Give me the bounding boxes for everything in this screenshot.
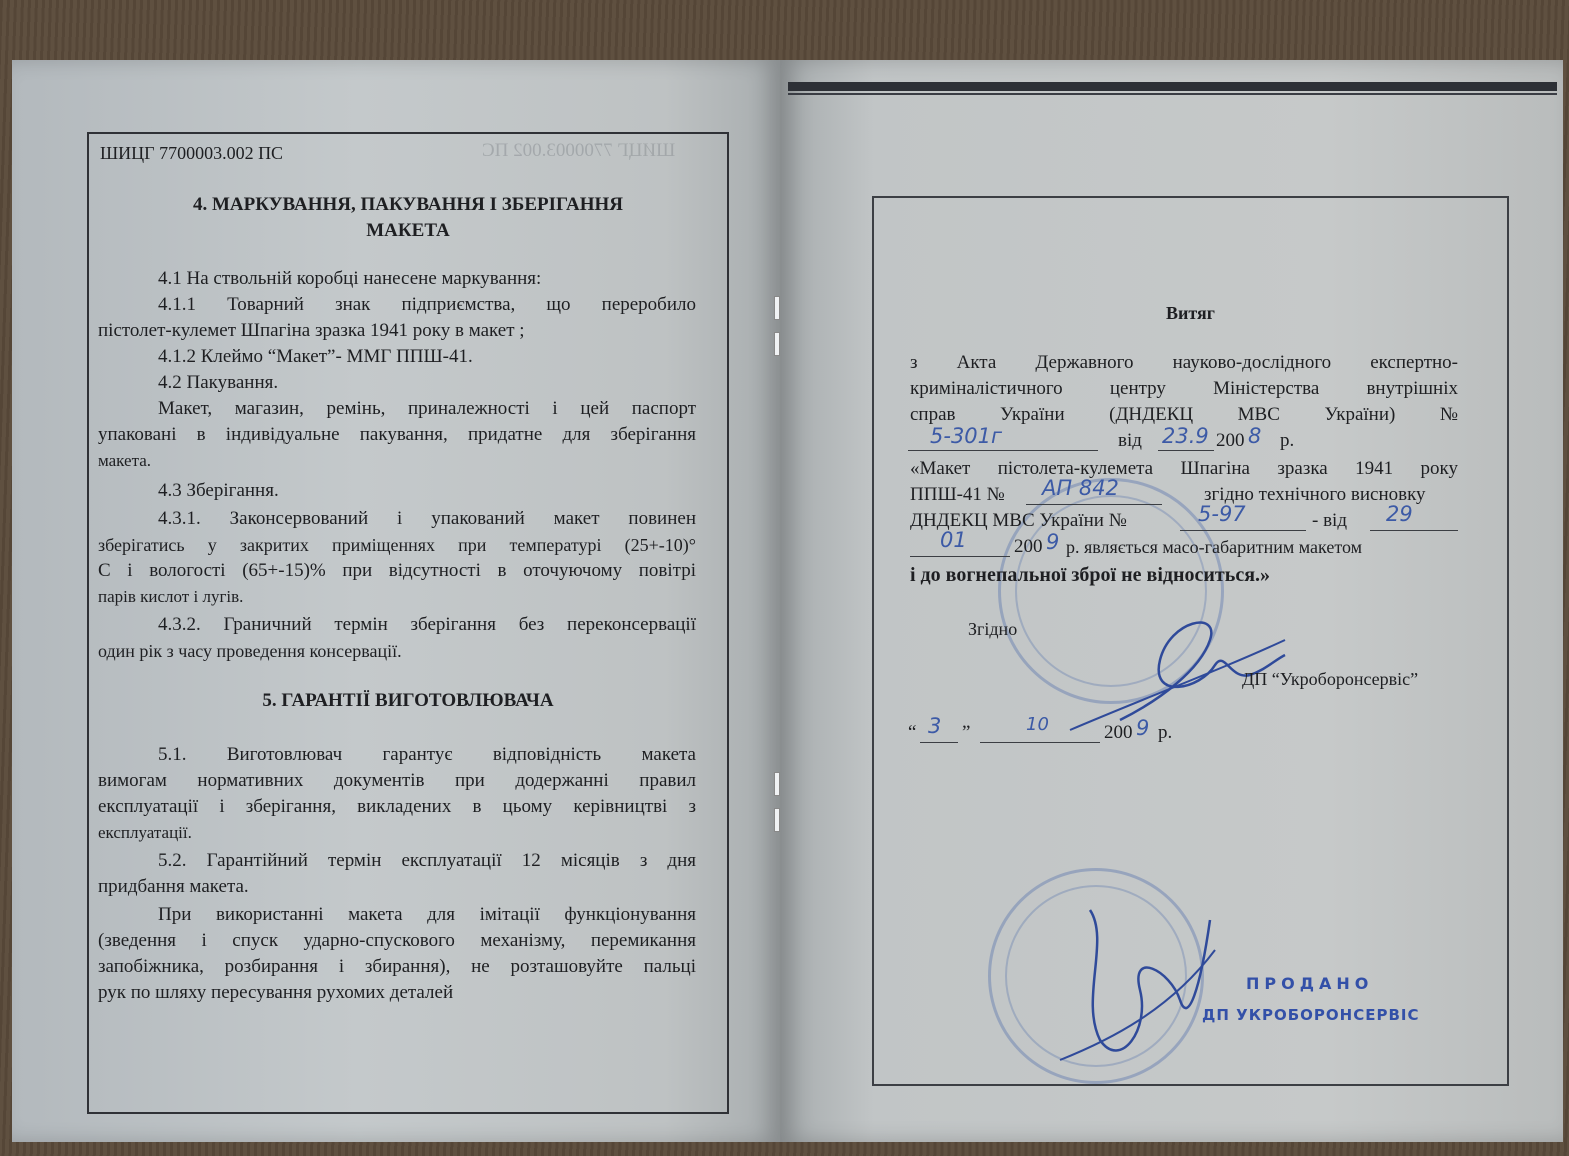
conclusion-number-value: 5-97	[1198, 502, 1246, 526]
act-year-digit: 8	[1248, 424, 1262, 448]
paragraph-4-3-1-line-4: парів кислот і лугів.	[98, 587, 244, 606]
conclusion-day-underline	[1370, 530, 1458, 531]
serial-number-underline	[1026, 504, 1162, 505]
paragraph-4-1: 4.1 На ствольній коробці нанесене маркування:	[158, 268, 542, 289]
paragraph-5-1-line-3: експлуатації і зберігання, викладених в цьому керівництві з	[98, 796, 696, 817]
act-date-underline	[1158, 450, 1214, 451]
quote-end: і до вогнепальної зброї не відноситься.»	[910, 564, 1271, 586]
paragraph-5-2-line-2: придбання макета.	[98, 876, 249, 897]
section-4-title-line-2: МАКЕТА	[366, 220, 450, 241]
extract-line-2: криміналістичного центру Міністерства внутрішніх	[910, 378, 1458, 399]
organization-name: ДП “Укроборонсервіс”	[1242, 669, 1419, 689]
bleed-through-text: ШИЦГ 7700003.002 ПС	[482, 140, 676, 161]
date-year-digit: 9	[1136, 716, 1150, 740]
top-rule-thin	[788, 93, 1557, 95]
conclusion-number-underline	[1180, 530, 1306, 531]
extract-line-3: справ України (ДНДЕКЦ МВС України) №	[910, 404, 1458, 425]
paragraph-4-2-text-line-2: упаковані в індивідуальне пакування, придатне для зберігання	[98, 424, 696, 445]
document-code: ШИЦГ 7700003.002 ПС	[100, 143, 284, 163]
conclusion-month-underline	[910, 556, 1010, 557]
paragraph-4-3-1-line-2: зберігатись у закритих приміщеннях при температурі (25+-10)°	[98, 535, 696, 555]
paragraph-4-1-1-line-1: 4.1.1 Товарний знак підприємства, що переробило	[158, 294, 696, 315]
paragraph-5-1-line-4: експлуатації.	[98, 823, 192, 842]
paragraph-4-2-text-line-1: Макет, магазин, ремінь, приналежності і цей паспорт	[158, 398, 696, 419]
date-day-underline	[920, 742, 958, 743]
paragraph-4-2-text-line-3: макета.	[98, 451, 152, 470]
act-from-label: від	[1118, 430, 1142, 451]
agreed-label: Згідно	[968, 619, 1018, 639]
paragraph-4-3: 4.3 Зберігання.	[158, 480, 279, 501]
act-number-underline	[908, 450, 1098, 451]
conclusion-year-prefix: 200	[1014, 536, 1043, 557]
serial-number-value: АП 842	[1042, 476, 1119, 500]
date-year-prefix: 200	[1104, 722, 1133, 743]
signature-mark	[1050, 580, 1290, 740]
left-page	[12, 60, 780, 1142]
quote-line-1: «Макет пістолета-кулемета Шпагіна зразка 1941 року	[910, 458, 1458, 479]
paragraph-5-1-line-1: 5.1. Виготовлювач гарантує відповідність макета	[158, 744, 696, 765]
extract-line-1: з Акта Державного науково-дослідного експертно-	[910, 352, 1458, 373]
quote-line-3-prefix: ДНДЕКЦ МВС України №	[910, 510, 1127, 531]
paragraph-usage-line-3: запобіжника, розбирання і збирання), не розташовуйте пальці	[98, 956, 696, 977]
date-open-quote: “	[908, 722, 917, 743]
quote-line-2-prefix: ППШ-41 №	[910, 484, 1005, 505]
section-4-title-line-1: 4. МАРКУВАННЯ, ПАКУВАННЯ І ЗБЕРІГАННЯ	[192, 194, 624, 215]
paragraph-4-3-1-line-1: 4.3.1. Законсервований і упакований макет повинен	[158, 508, 696, 529]
date-month-underline	[980, 742, 1100, 743]
paragraph-5-2-line-1: 5.2. Гарантійний термін експлуатації 12 місяців з дня	[158, 850, 696, 871]
date-close-quote: ”	[962, 722, 971, 743]
paragraph-4-3-2-line-1: 4.3.2. Граничний термін зберігання без переконсервації	[158, 614, 696, 635]
paragraph-usage-line-4: рук по шляху пересування рухомих деталей	[98, 982, 454, 1003]
paragraph-4-1-2: 4.1.2 Клеймо “Макет”- ММГ ППШ-41.	[158, 346, 473, 367]
conclusion-day-value: 29	[1386, 502, 1413, 526]
act-number-value: 5-301г	[930, 424, 1003, 448]
conclusion-year-digit: 9	[1046, 530, 1060, 554]
conclusion-year-suffix: р. являється масо-габаритним макетом	[1066, 537, 1363, 557]
section-5-title: 5. ГАРАНТІЇ ВИГОТОВЛЮВАЧА	[262, 690, 554, 711]
date-year-suffix: р.	[1158, 722, 1173, 743]
paragraph-4-1-1-line-2: пістолет-кулемет Шпагіна зразка 1941 року в макет ;	[98, 320, 525, 341]
extract-title: Витяг	[1166, 303, 1215, 323]
paragraph-4-3-2-line-2: один рік з часу проведення консервації.	[98, 641, 402, 661]
paragraph-usage-line-1: При використанні макета для імітації функціонування	[158, 904, 696, 925]
sold-stamp-line-1: ПРОДАНО	[1246, 974, 1374, 993]
paragraph-5-1-line-2: вимогам нормативних документів при додержанні правил	[98, 770, 696, 791]
act-year-suffix: р.	[1280, 430, 1295, 451]
date-day-value: 3	[928, 714, 942, 738]
paragraph-4-3-1-line-3: С і вологості (65+-15)% при відсутності в оточуючому повітрі	[98, 560, 696, 581]
signature-mark	[1050, 880, 1220, 1080]
act-year-prefix: 200	[1216, 430, 1245, 451]
top-rule	[788, 82, 1557, 91]
quote-line-2-suffix: згідно технічного висновку	[1204, 484, 1426, 505]
paragraph-usage-line-2: (зведення і спуск ударно-спускового механізму, перемикання	[98, 930, 696, 951]
sold-stamp-line-2: ДП УКРОБОРОНСЕРВІС	[1202, 1006, 1420, 1024]
right-page	[780, 60, 1563, 1142]
paragraph-4-2: 4.2 Пакування.	[158, 372, 279, 393]
act-date-value: 23.9	[1162, 424, 1209, 448]
date-month-value: 10	[1026, 714, 1049, 735]
conclusion-from-label: - від	[1312, 510, 1347, 531]
conclusion-month-value: 01	[940, 528, 967, 552]
